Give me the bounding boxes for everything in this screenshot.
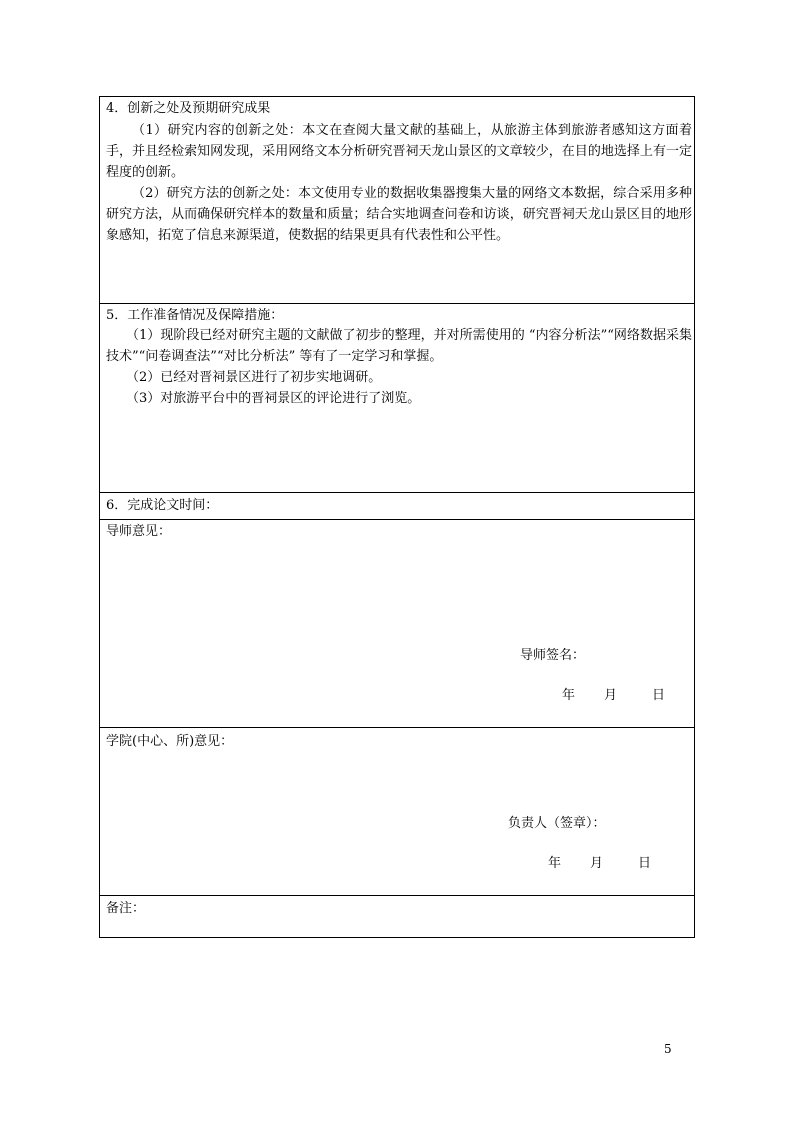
preparation-item-2: （2）已经对晋祠景区进行了初步实地调研。 bbox=[126, 370, 382, 385]
advisor-opinion-section bbox=[100, 520, 694, 728]
college-signature-label: 负责人（签章）： bbox=[508, 816, 606, 831]
preparation-item-1: （1）现阶段已经对研究主题的文献做了初步的整理，并对所需使用的 “内容分析法”“网络数据采集技术”“问卷调查法”“对比分析法” 等有了一定学习和掌握。 bbox=[106, 328, 692, 364]
college-date-day: 日 bbox=[638, 856, 652, 871]
proposal-form-table bbox=[99, 96, 695, 938]
college-opinion-heading: 学院(中心、所)意见： bbox=[106, 734, 234, 749]
notes-section bbox=[100, 896, 694, 938]
preparation-heading: 5．工作准备情况及保障措施： bbox=[106, 308, 284, 323]
college-date-month: 月 bbox=[590, 856, 604, 871]
advisor-date-row bbox=[562, 688, 665, 704]
innovation-section bbox=[100, 97, 694, 304]
notes-heading: 备注： bbox=[106, 901, 146, 916]
preparation-section bbox=[100, 304, 694, 493]
advisor-signature-label: 导师签名： bbox=[520, 648, 586, 663]
advisor-opinion-heading: 导师意见： bbox=[106, 524, 172, 539]
preparation-item-3: （3）对旅游平台中的晋祠景区的评论进行了浏览。 bbox=[126, 391, 421, 406]
advisor-date-day: 日 bbox=[652, 688, 666, 703]
college-date-row bbox=[548, 856, 651, 872]
advisor-date-year: 年 bbox=[562, 688, 576, 703]
innovation-content-paragraph: （1）研究内容的创新之处：本文在查阅大量文献的基础上，从旅游主体到旅游者感知这方面着手，并且经检索知网发现，采用网络文本分析研究晋祠天龙山景区的文章较少，在目的地选择上有一定程度的创新。 bbox=[106, 123, 692, 180]
completion-time-heading: 6．完成论文时间： bbox=[106, 498, 219, 513]
completion-time-section bbox=[100, 493, 694, 520]
innovation-heading: 4．创新之处及预期研究成果 bbox=[106, 101, 271, 116]
advisor-date-month: 月 bbox=[604, 688, 618, 703]
page-number: 5 bbox=[664, 1042, 672, 1056]
innovation-method-paragraph: （2）研究方法的创新之处：本文使用专业的数据收集器搜集大量的网络文本数据，综合采用多种研究方法，从而确保研究样本的数量和质量；结合实地调查问卷和访谈，研究晋祠天龙山景区目的地形象感知，拓宽了信息来源渠道，使数据的结果更具有代表性和公平性。 bbox=[106, 186, 692, 243]
college-date-year: 年 bbox=[548, 856, 562, 871]
college-opinion-section bbox=[100, 728, 694, 896]
